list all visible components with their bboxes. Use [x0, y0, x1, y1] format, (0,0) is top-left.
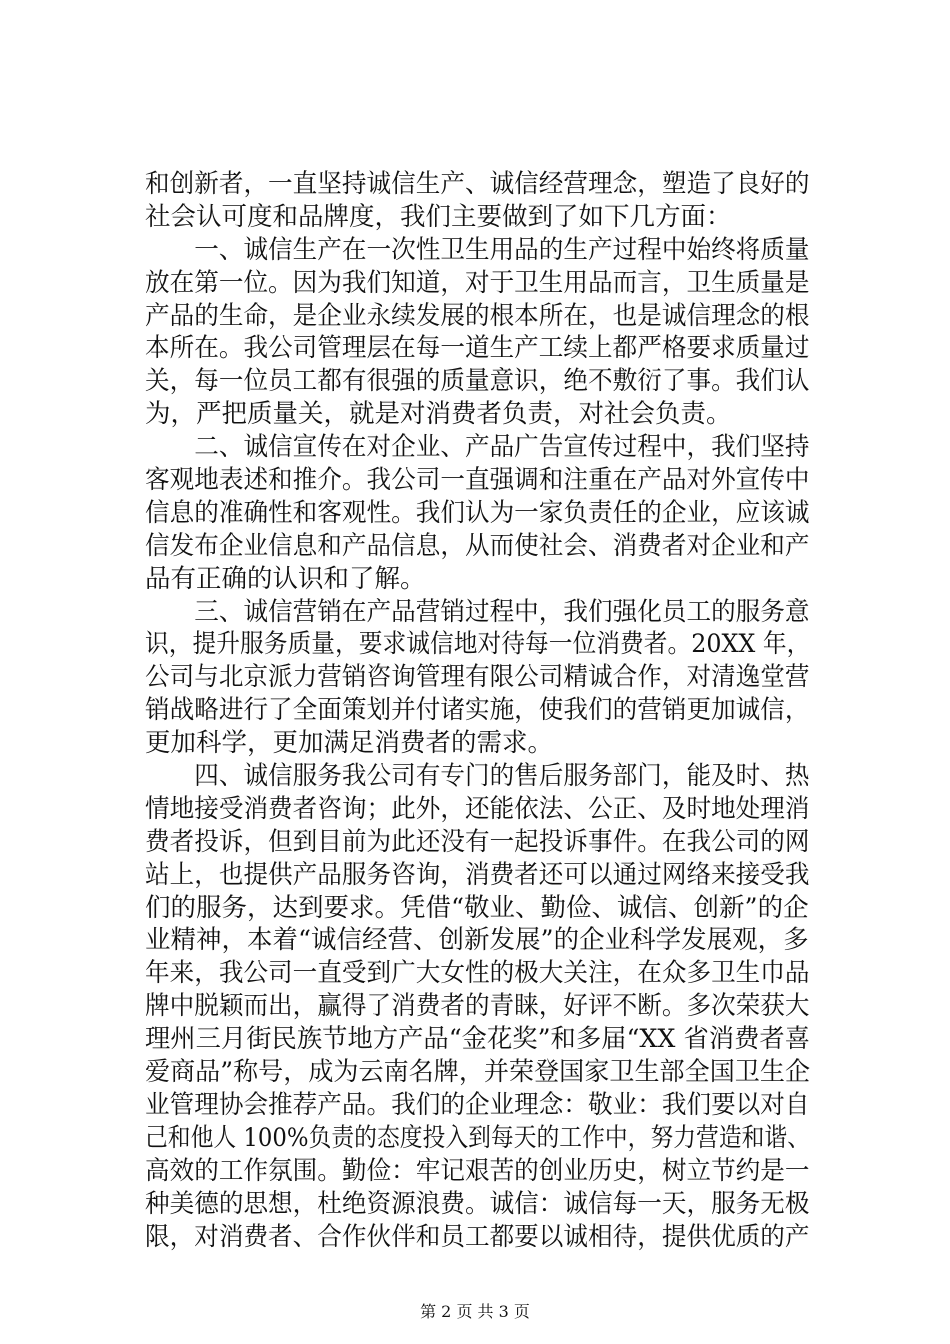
- text-line: 识，提升服务质量，要求诚信地对待每一位消费者。20XX 年，: [145, 629, 811, 660]
- text-line: 情地接受消费者咨询；此外，还能依法、公正、及时地处理消: [145, 793, 810, 824]
- text-line: 为，严把质量关，就是对消费者负责，对社会负责。: [145, 399, 732, 430]
- text-line: 限，对消费者、合作伙伴和员工都要以诚相待，提供优质的产: [145, 1221, 810, 1252]
- text-line: 销战略进行了全面策划并付诸实施，使我们的营销更加诚信，: [145, 695, 810, 726]
- text-line: 己和他人 100%负责的态度投入到每天的工作中，努力营造和谐、: [145, 1122, 811, 1153]
- text-line: 产品的生命，是企业永续发展的根本所在，也是诚信理念的根: [145, 300, 810, 331]
- text-line: 客观地表述和推介。我公司一直强调和注重在产品对外宣传中: [145, 465, 810, 496]
- text-line: 年来，我公司一直受到广大女性的极大关注，在众多卫生巾品: [145, 958, 810, 989]
- text-line: 关，每一位员工都有很强的质量意识，绝不敷衍了事。我们认: [145, 366, 810, 397]
- page-number-footer: 第 2 页 共 3 页: [420, 1302, 530, 1321]
- body-text: [145, 168, 810, 1253]
- paragraph-3-start: 三、诚信营销在产品营销过程中，我们强化员工的服务意: [145, 596, 810, 627]
- text-line: 们的服务，达到要求。凭借“敬业、勤俭、诚信、创新”的企: [145, 892, 809, 923]
- paragraph-2-start: 二、诚信宣传在对企业、产品广告宣传过程中，我们坚持: [145, 432, 810, 463]
- text-line: 公司与北京派力营销咨询管理有限公司精诚合作，对清逸堂营: [145, 662, 810, 693]
- text-line: 更加科学，更加满足消费者的需求。: [145, 728, 554, 759]
- text-line: 信息的准确性和客观性。我们认为一家负责任的企业，应该诚: [145, 497, 810, 528]
- text-line: 和创新者，一直坚持诚信生产、诚信经营理念，塑造了良好的: [145, 169, 810, 199]
- text-line: 放在第一位。因为我们知道，对于卫生用品而言，卫生质量是: [145, 267, 810, 298]
- text-line: 本所在。我公司管理层在每一道生产工续上都严格要求质量过: [145, 333, 810, 364]
- text-line: 高效的工作氛围。勤俭：牢记艰苦的创业历史，树立节约是一: [145, 1155, 810, 1186]
- text-line: 品有正确的认识和了解。: [145, 563, 426, 594]
- text-line: 费者投诉，但到目前为此还没有一起投诉事件。在我公司的网: [145, 826, 810, 857]
- text-line: 理州三月街民族节地方产品“金花奖”和多届“XX 省消费者喜: [145, 1024, 811, 1055]
- paragraph-4-start: 四、诚信服务我公司有专门的售后服务部门，能及时、热: [145, 761, 810, 792]
- text-line: 信发布企业信息和产品信息，从而使社会、消费者对企业和产: [145, 530, 810, 561]
- text-line: 爱商品”称号，成为云南名牌，并荣登国家卫生部全国卫生企: [145, 1057, 811, 1088]
- text-line: 站上，也提供产品服务咨询，消费者还可以通过网络来接受我: [145, 859, 810, 890]
- paragraph-1-start: 一、诚信生产在一次性卫生用品的生产过程中始终将质量: [145, 234, 810, 265]
- text-line: 社会认可度和品牌度，我们主要做到了如下几方面：: [145, 201, 732, 232]
- text-line: 牌中脱颖而出，赢得了消费者的青睐，好评不断。多次荣获大: [145, 991, 810, 1022]
- text-line: 种美德的思想，杜绝资源浪费。诚信：诚信每一天，服务无极: [145, 1188, 810, 1219]
- text-line: 业管理协会推荐产品。我们的企业理念：敬业：我们要以对自: [145, 1089, 810, 1120]
- text-line: 业精神，本着“诚信经营、创新发展”的企业科学发展观，多: [145, 925, 809, 956]
